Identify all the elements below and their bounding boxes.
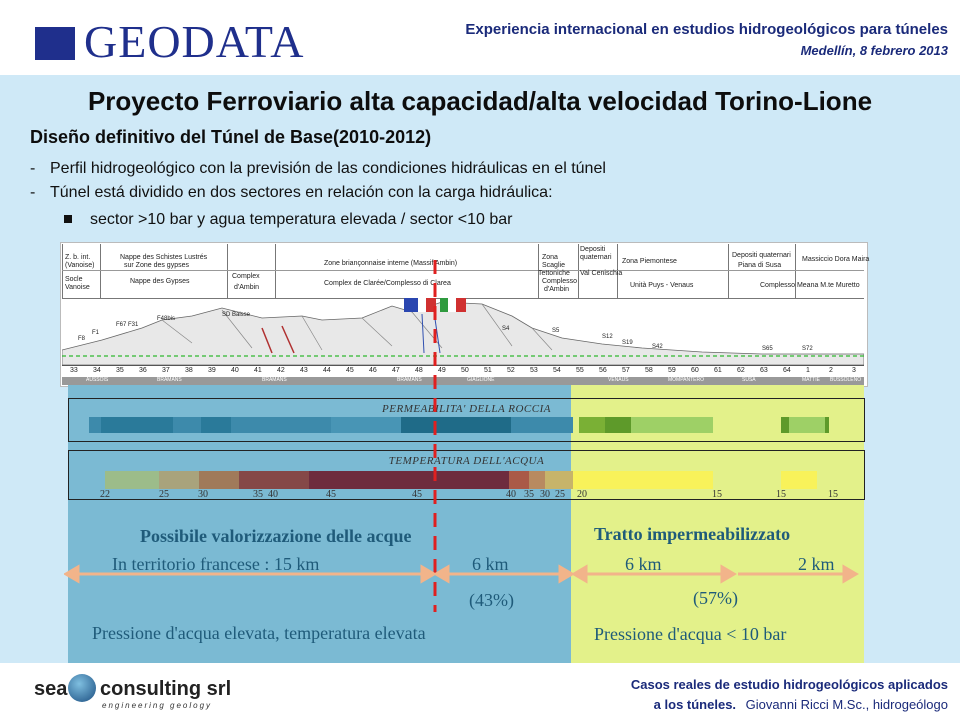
km-mark: 2 [829, 367, 833, 374]
zone-label: BUSSOLENO [830, 377, 862, 383]
legend-text: Complesso Meana M.te Muretto [760, 282, 860, 289]
right-condition: Pressione d'acqua < 10 bar [594, 624, 787, 644]
temp-label: 15 [776, 489, 786, 500]
footer-topic: a los túneles. [653, 697, 737, 712]
legend-text: d'Ambin [544, 286, 570, 293]
zone-label: BRAMANS [157, 377, 182, 383]
km-mark: 44 [323, 367, 331, 374]
right-percentage: (57%) [693, 588, 738, 608]
km-mark: 49 [438, 367, 446, 374]
bullet-dash: - [30, 184, 36, 201]
footer-line-2 [654, 697, 948, 712]
km-mark: 54 [553, 367, 561, 374]
km-mark: 39 [208, 367, 216, 374]
km-mark: 37 [162, 367, 170, 374]
sea-logo-text: sea [34, 678, 68, 700]
km-mark: 52 [507, 367, 515, 374]
right-distance-a: 6 km [625, 554, 662, 574]
zone-label: VENAUS [608, 377, 629, 383]
zone-label: MATTIE [802, 377, 820, 383]
legend-text: Complesso [542, 278, 578, 285]
zone-label: GIAGLIONE [467, 377, 495, 383]
bullet-text: Túnel está dividido en dos sectores en relación con la carga hidráulica: [50, 184, 553, 201]
legend-text: Zone briançonnaise interne (Massif Ambin) [324, 260, 458, 267]
svg-text:S65: S65 [762, 346, 773, 352]
footer-author: Giovanni Ricci M.Sc., hidrogeólogo [745, 697, 948, 712]
zone-label: SUSA [742, 377, 756, 383]
legend-text: Piana di Susa [738, 262, 782, 269]
svg-text:S5: S5 [552, 328, 560, 334]
legend-text: Val Cenischia [580, 270, 623, 277]
legend-text: quaternari [580, 254, 612, 261]
temp-label: 40 [268, 489, 278, 500]
left-sector-title: Possibile valorizzazione delle acque [140, 526, 412, 546]
km-mark: 64 [783, 367, 791, 374]
km-mark: 51 [484, 367, 492, 374]
french-distance-label: In territorio francese : 15 km [112, 554, 320, 574]
sub-bullet [90, 211, 512, 229]
bullet-text: Perfil hidrogeológico con la previsión de las condiciones hidráulicas en el túnel [50, 160, 606, 177]
legend-text: (Vanoise) [65, 262, 95, 269]
legend-text: Scaglie [542, 262, 565, 269]
km-mark: 55 [576, 367, 584, 374]
legend-text: Complex [232, 273, 260, 280]
temp-label: 45 [326, 489, 336, 500]
km-mark: 35 [116, 367, 124, 374]
left-percentage: (43%) [469, 590, 514, 610]
zone-label: BRAMANS [397, 377, 422, 383]
legend-text: Nappe des Schistes Lustrés [120, 254, 208, 261]
mid-distance-label: 6 km [472, 554, 509, 574]
km-mark: 50 [461, 367, 469, 374]
legend-text: Unità Puys - Venaus [630, 282, 694, 289]
left-condition: Pressione d'acqua elevata, temperatura elevata [92, 623, 426, 643]
km-mark: 36 [139, 367, 147, 374]
temp-label: 35 [253, 489, 263, 500]
cross-section-drawing [62, 298, 864, 365]
svg-text:F8: F8 [78, 336, 86, 342]
geodata-logo: GEODATA [84, 16, 305, 67]
temp-label: 20 [577, 489, 587, 500]
footer-line-1: Casos reales de estudio hidrogeológicos aplicados [630, 677, 948, 692]
company-tagline: engineering geology [102, 701, 213, 710]
km-mark: 42 [277, 367, 285, 374]
km-mark: 40 [231, 367, 239, 374]
header-subtitle: Experiencia internacional en estudios hidrogeológicos para túneles [465, 21, 948, 38]
temp-label: 45 [412, 489, 422, 500]
km-mark: 63 [760, 367, 768, 374]
square-bullet-icon [64, 215, 72, 223]
legend-text: Z. b. int. [65, 254, 91, 261]
header-date: Medellín, 8 febrero 2013 [800, 43, 948, 58]
km-mark: 48 [415, 367, 423, 374]
section-subtitle: Diseño definitivo del Túnel de Base(2010-2012) [30, 127, 432, 147]
temp-label: 35 [524, 489, 534, 500]
km-mark: 46 [369, 367, 377, 374]
km-mark: 45 [346, 367, 354, 374]
km-mark: 57 [622, 367, 630, 374]
page-title: Proyecto Ferroviario alta capacidad/alta velocidad Torino-Lione [87, 86, 873, 116]
legend-text: sur Zone des gypses [124, 262, 189, 269]
svg-text:S19: S19 [622, 340, 633, 346]
right-distance-b: 2 km [798, 554, 835, 574]
bullet-dash: - [30, 160, 36, 177]
legend-text: Tettoniche [538, 270, 570, 277]
temp-label: 15 [712, 489, 722, 500]
km-mark: 53 [530, 367, 538, 374]
legend-text: Depositi [580, 246, 606, 253]
legend-text: Nappe des Gypses [130, 278, 190, 285]
km-mark: 43 [300, 367, 308, 374]
svg-text:S4: S4 [502, 326, 510, 332]
permeability-band [68, 398, 865, 442]
permeability-title: PERMEABILITA' DELLA ROCCIA [382, 403, 551, 415]
temp-label: 25 [159, 489, 169, 500]
globe-logo-icon [68, 674, 96, 702]
svg-text:F48bis: F48bis [157, 316, 176, 322]
zone-strip [62, 377, 864, 385]
temp-label: 22 [100, 489, 110, 500]
km-mark: 33 [70, 367, 78, 374]
svg-text:SD Baisse: SD Baisse [222, 312, 251, 318]
legend-text: Vanoise [65, 284, 90, 291]
km-mark: 60 [691, 367, 699, 374]
right-sector-title: Tratto impermeabilizzato [594, 524, 791, 544]
sub-bullet-text: sector >10 bar y agua temperatura elevada / sector <10 bar [90, 211, 513, 228]
km-mark: 41 [254, 367, 262, 374]
legend-text: Zona [542, 254, 558, 261]
temperature-title: TEMPERATURA DELL'ACQUA [388, 455, 545, 467]
svg-text:S42: S42 [652, 344, 663, 350]
km-mark: 59 [668, 367, 676, 374]
temp-label: 25 [555, 489, 565, 500]
km-mark: 61 [714, 367, 722, 374]
zone-label: MOMPANTERO [668, 377, 705, 383]
temp-label: 30 [540, 489, 550, 500]
svg-text:S72: S72 [802, 346, 813, 352]
km-mark: 56 [599, 367, 607, 374]
km-mark: 1 [806, 367, 810, 374]
legend-text: d'Ambin [234, 284, 260, 291]
legend-text: Socle [65, 276, 83, 283]
temp-label: 15 [828, 489, 838, 500]
svg-text:F67 F31: F67 F31 [116, 322, 139, 328]
km-mark: 47 [392, 367, 400, 374]
svg-text:S12: S12 [602, 334, 613, 340]
temperature-band [68, 450, 865, 500]
km-mark: 58 [645, 367, 653, 374]
section-legend [62, 244, 870, 299]
km-mark: 62 [737, 367, 745, 374]
legend-text: Massiccio Dora Maira [802, 256, 870, 263]
zone-label: BRAMANS [262, 377, 287, 383]
km-mark: 3 [852, 367, 856, 374]
temp-label: 30 [198, 489, 208, 500]
geodata-logo-square [35, 27, 75, 60]
legend-text: Depositi quaternari [732, 252, 791, 259]
zone-label: AUSSOIS [86, 377, 109, 383]
border-dashed-line [430, 260, 440, 612]
company-name: consulting srl [100, 678, 232, 700]
legend-text: Complex de Clarée/Complesso di Clarea [324, 280, 451, 287]
legend-text: Zona Piemontese [622, 258, 677, 265]
temp-label: 40 [506, 489, 516, 500]
svg-text:F1: F1 [92, 330, 100, 336]
km-mark: 34 [93, 367, 101, 374]
km-mark: 38 [185, 367, 193, 374]
